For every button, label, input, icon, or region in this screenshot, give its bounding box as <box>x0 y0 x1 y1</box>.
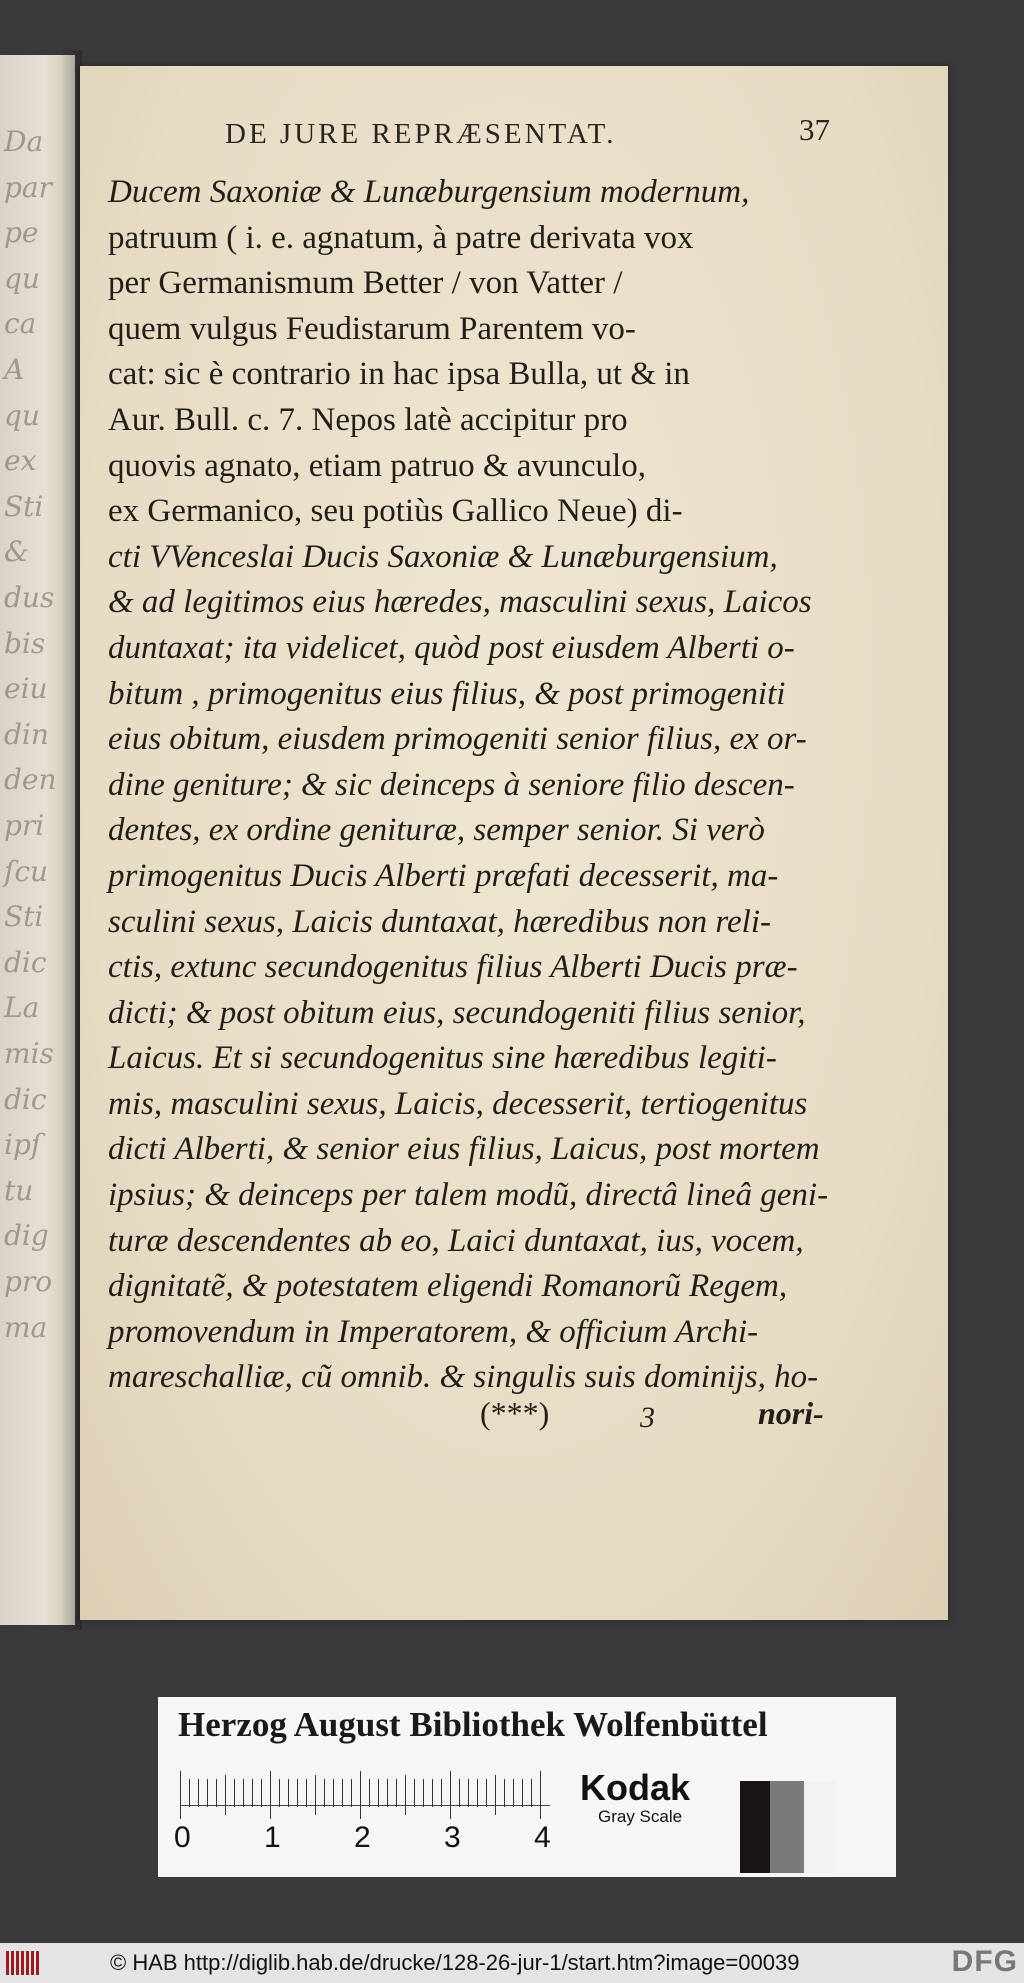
ruler-tick <box>324 1779 325 1807</box>
text-line: & ad legitimos eius hæredes, masculini sexus, Laicos <box>108 584 812 621</box>
text-line: patruum ( i. e. agnatum, à patre derivata vox <box>108 219 694 256</box>
text-line: Aur. Bull. c. 7. Nepos latè accipitur pro <box>108 401 628 438</box>
ruler-tick <box>243 1779 244 1807</box>
text-line: dine geniture; & sic deinceps à seniore filio descen- <box>108 766 795 803</box>
ruler-tick <box>351 1779 352 1807</box>
signature-line <box>480 1395 840 1445</box>
ruler-tick <box>504 1779 505 1807</box>
ruler-tick <box>342 1779 343 1807</box>
ruler-label: 3 <box>444 1821 461 1854</box>
logo-bar <box>36 1951 39 1975</box>
ruler-tick <box>279 1779 280 1807</box>
text-line: quem vulgus Feudistarum Parentem vo- <box>108 310 636 347</box>
ruler-tick <box>216 1779 217 1807</box>
adjacent-page-fragment: par <box>4 170 53 204</box>
footer-bar <box>0 1943 1024 1983</box>
adjacent-page-fragment: ca <box>4 307 37 341</box>
text-line: mareschalliæ, cũ omnib. & singulis suis dominijs, ho- <box>108 1359 819 1396</box>
ruler-tick <box>252 1779 253 1807</box>
adjacent-page-fragment: ma <box>4 1310 48 1344</box>
ruler-tick <box>477 1779 478 1807</box>
adjacent-page-fragment: A <box>4 353 25 386</box>
ruler-tick <box>468 1779 469 1807</box>
text-line: bitum , primogenitus eius filius, & post primogeniti <box>108 675 786 712</box>
gutter-shadow <box>60 50 82 1630</box>
kodak-logo: Kodak <box>580 1767 691 1808</box>
adjacent-page-fragment: Da <box>4 125 44 158</box>
ruler-tick <box>540 1771 541 1819</box>
ruler-tick <box>441 1779 442 1807</box>
gray-scale-label: Gray Scale <box>598 1807 683 1826</box>
ruler-tick <box>306 1779 307 1807</box>
logo-bar <box>31 1951 34 1975</box>
adjacent-page-fragment: ex <box>4 444 37 478</box>
text-line: ctis, extunc secundogenitus filius Alberti Ducis præ- <box>108 949 798 986</box>
library-name: Herzog August Bibliothek Wolfenbüttel <box>178 1705 768 1744</box>
ruler-tick <box>189 1779 190 1807</box>
body-text <box>108 170 838 1401</box>
adjacent-page-fragment: & <box>4 535 29 569</box>
ruler-tick <box>207 1779 208 1807</box>
ruler-tick <box>495 1775 496 1815</box>
ruler-tick <box>270 1771 271 1819</box>
hab-logo-icon <box>6 1951 46 1975</box>
ruler-tick <box>225 1775 226 1815</box>
logo-bar <box>6 1951 9 1975</box>
gray-patch <box>770 1781 804 1873</box>
adjacent-page-fragment: dig <box>4 1219 49 1253</box>
text-line: mis, masculini sexus, Laicis, decesserit, tertiogenitus <box>108 1085 808 1122</box>
ruler-tick <box>396 1779 397 1807</box>
gray-patch <box>740 1781 770 1873</box>
ruler-tick <box>261 1779 262 1807</box>
text-line: sculini sexus, Laicis duntaxat, hæredibus non reli- <box>108 903 772 940</box>
ruler-label: 1 <box>264 1821 281 1854</box>
adjacent-page-fragment: Sti <box>4 900 44 934</box>
text-line: duntaxat; ita videlicet, quòd post eiusdem Alberti o- <box>108 629 795 666</box>
ruler-tick <box>297 1779 298 1807</box>
adjacent-page-fragment: pe <box>4 216 39 250</box>
text-line: per Germanismum Better / von Vatter / <box>108 265 623 302</box>
ruler-tick <box>486 1779 487 1807</box>
adjacent-page-fragment: tu <box>4 1173 34 1207</box>
ruler-labels <box>158 1821 578 1861</box>
adjacent-page-fragment: mis <box>4 1037 54 1070</box>
ruler-tick <box>522 1779 523 1807</box>
adjacent-page-fragment: dic <box>4 1082 47 1116</box>
logo-bar <box>11 1951 14 1975</box>
running-head: DE JURE REPRÆSENTAT. <box>225 118 617 150</box>
text-line: cat: sic è contrario in hac ipsa Bulla, ut & in <box>108 356 690 393</box>
text-line: promovendum in Imperatorem, & officium Archi- <box>108 1313 759 1350</box>
adjacent-page-fragment: pri <box>4 809 45 842</box>
page-number: 37 <box>799 112 830 147</box>
text-line: eius obitum, eiusdem primogeniti senior filius, ex or- <box>108 721 807 758</box>
text-line: cti VVenceslai Ducis Saxoniæ & Lunæburgensium, <box>108 538 778 575</box>
adjacent-page-fragment: dic <box>4 945 47 979</box>
adjacent-page-fragment: eiu <box>4 672 48 706</box>
text-line: Ducem Saxoniæ & Lunæburgensium modernum, <box>108 174 750 210</box>
ruler-tick <box>414 1779 415 1807</box>
gray-patch <box>804 1781 836 1873</box>
ruler-label: 0 <box>174 1821 191 1854</box>
ruler-tick <box>360 1771 361 1819</box>
ruler-tick <box>432 1779 433 1807</box>
ruler-tick <box>234 1779 235 1807</box>
adjacent-page-fragment: ſcu <box>4 854 49 888</box>
text-line: turæ descendentes ab eo, Laici duntaxat, ius, vocem, <box>108 1222 804 1259</box>
ruler-label: 2 <box>354 1821 371 1854</box>
ruler-label: 4 <box>534 1821 551 1854</box>
text-line: Laicus. Et si secundogenitus sine hæredibus legiti- <box>108 1040 777 1077</box>
adjacent-page-fragment: bis <box>4 626 46 660</box>
library-scale-card <box>158 1697 896 1877</box>
adjacent-page-fragment: qu <box>4 261 40 295</box>
text-line: ipsius; & deinceps per talem modũ, directâ lineâ geni- <box>108 1177 829 1214</box>
text-line: dentes, ex ordine genituræ, semper senior. Si verò <box>108 812 765 849</box>
ruler-tick <box>288 1779 289 1807</box>
ruler-tick <box>315 1775 316 1815</box>
adjacent-page-fragment: pro <box>4 1265 53 1298</box>
ruler-tick <box>180 1771 181 1819</box>
ruler-tick <box>387 1779 388 1807</box>
adjacent-page-fragment: La <box>4 991 40 1025</box>
text-line: ex Germanico, seu potiùs Gallico Neue) di- <box>108 493 683 530</box>
ruler-tick <box>531 1779 532 1807</box>
logo-bar <box>26 1951 29 1975</box>
text-line: dicti Alberti, & senior eius filius, Laicus, post mortem <box>108 1131 820 1168</box>
text-line: dignitatẽ, & potestatem eligendi Romanorũ Regem, <box>108 1268 788 1305</box>
ruler-tick <box>423 1779 424 1807</box>
text-line: quovis agnato, etiam patruo & avunculo, <box>108 447 646 484</box>
ruler-tick <box>450 1771 451 1819</box>
ruler <box>180 1771 550 1819</box>
page-header <box>150 112 840 162</box>
dfg-logo: DFG <box>951 1945 1018 1978</box>
adjacent-page-fragment: dus <box>4 581 55 614</box>
text-line: primogenitus Ducis Alberti præfati decesserit, ma- <box>108 857 779 894</box>
adjacent-page-fragment: Sti <box>4 489 44 523</box>
adjacent-page-fragment: din <box>4 717 49 751</box>
adjacent-page-fragment: qu <box>4 398 40 432</box>
signature-mark: (***) <box>480 1395 550 1431</box>
footer-copyright-url[interactable]: © HAB http://diglib.hab.de/drucke/128-26-jur-1/start.htm?image=00039 <box>110 1950 800 1975</box>
signature-number: 3 <box>640 1401 655 1434</box>
text-line: dicti; & post obitum eius, secundogeniti filius senior, <box>108 994 806 1031</box>
logo-bar <box>21 1951 24 1975</box>
ruler-tick <box>369 1779 370 1807</box>
adjacent-page-fragment: ipſ <box>4 1128 42 1162</box>
logo-bar <box>16 1951 19 1975</box>
ruler-tick <box>333 1779 334 1807</box>
ruler-tick <box>459 1779 460 1807</box>
adjacent-page-fragment: den <box>4 763 57 797</box>
catchword: nori- <box>758 1395 824 1431</box>
ruler-tick <box>198 1779 199 1807</box>
ruler-tick <box>405 1775 406 1815</box>
ruler-tick <box>513 1779 514 1807</box>
ruler-tick <box>378 1779 379 1807</box>
